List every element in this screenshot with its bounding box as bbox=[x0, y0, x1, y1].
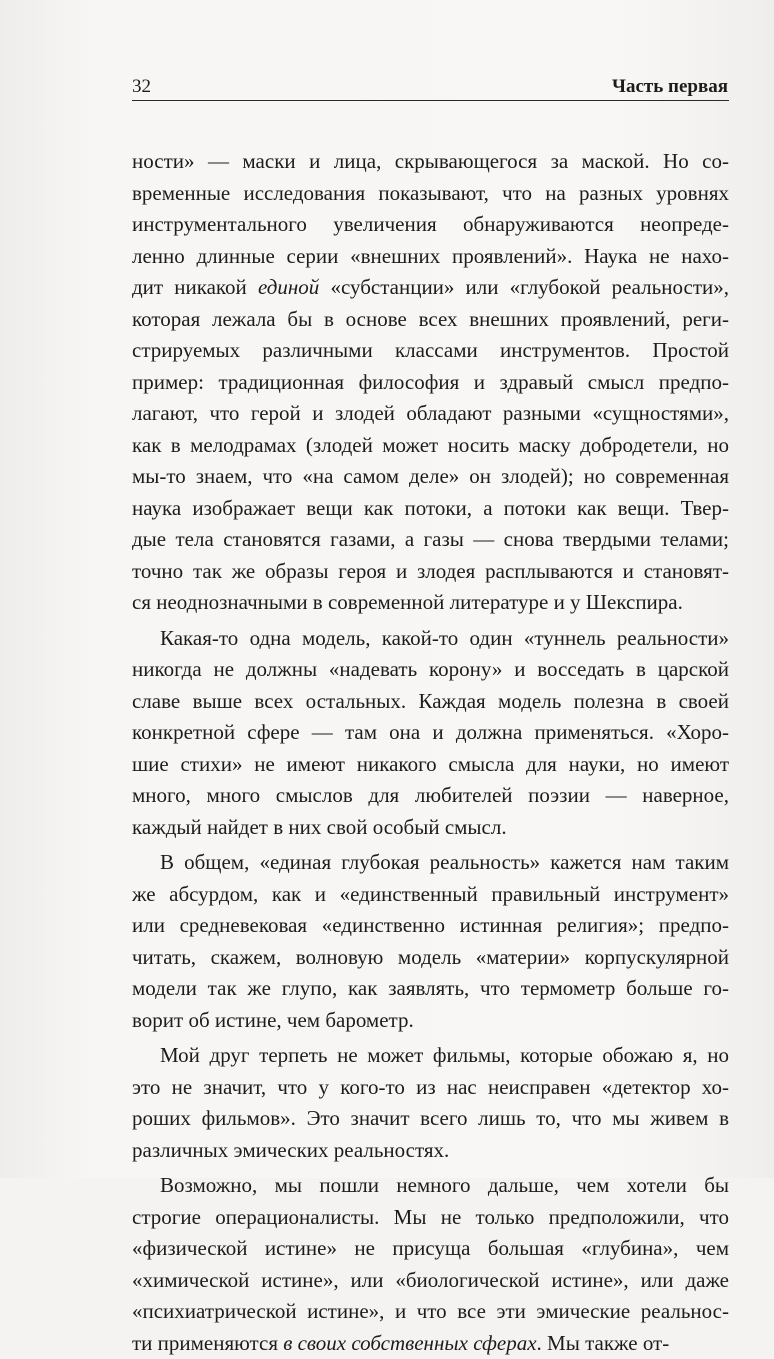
text-line: как в мелодрамах (злодей может носить маску добродетели, но bbox=[132, 430, 729, 462]
text-segment: «субстанции» или «глубокой реальности», bbox=[319, 275, 729, 299]
text-line: Возможно, мы пошли немного дальше, чем хотели бы bbox=[132, 1170, 729, 1202]
text-line: Какая-то одна модель, какой-то один «туннель реальности» bbox=[132, 623, 729, 655]
text-line: же абсурдом, как и «единственный правильный инструмент» bbox=[132, 879, 729, 911]
text-line: шие стихи» не имеют никакого смысла для науки, но имеют bbox=[132, 749, 729, 781]
text-line: ся неоднозначными в современной литературе и у Шекспира. bbox=[132, 587, 729, 619]
text-segment: ти применяются bbox=[132, 1331, 283, 1355]
text-line: мы-то знаем, что «на самом деле» он злодей); но современная bbox=[132, 461, 729, 493]
text-segment: . Мы также от- bbox=[537, 1331, 670, 1355]
text-line: «химической истине», или «биологической истине», или даже bbox=[132, 1265, 729, 1297]
text-line: каждый найдет в них свой особый смысл. bbox=[132, 812, 729, 844]
paragraph bbox=[132, 1170, 729, 1359]
text-line: инструментального увеличения обнаруживаются неопреде- bbox=[132, 209, 729, 241]
text-line: различных эмических реальностях. bbox=[132, 1135, 729, 1167]
text-line: ворит об истине, чем барометр. bbox=[132, 1005, 729, 1037]
paragraph bbox=[132, 847, 729, 1036]
text-line: лагают, что герой и злодей обладают разными «сущностями», bbox=[132, 398, 729, 430]
text-line: модели так же глупо, как заявлять, что термометр больше го- bbox=[132, 973, 729, 1005]
paragraph bbox=[132, 146, 729, 619]
text-line: ленно длинные серии «внешних проявлений». Наука не нахо- bbox=[132, 241, 729, 273]
text-line: пример: традиционная философия и здравый смысл предпо- bbox=[132, 367, 729, 399]
paragraph bbox=[132, 1040, 729, 1166]
text-line: никогда не должны «надевать корону» и восседать в царской bbox=[132, 654, 729, 686]
text-line: которая лежала бы в основе всех внешних проявлений, реги- bbox=[132, 304, 729, 336]
text-line: или средневековая «единственно истинная религия»; предпо- bbox=[132, 910, 729, 942]
text-line: временные исследования показывают, что на разных уровнях bbox=[132, 178, 729, 210]
text-line: много, много смыслов для любителей поэзии — наверное, bbox=[132, 780, 729, 812]
text-line: дые тела становятся газами, а газы — снова твердыми телами; bbox=[132, 524, 729, 556]
running-head: Часть первая bbox=[612, 74, 728, 100]
header-rule bbox=[132, 100, 729, 101]
italic-text: единой bbox=[258, 275, 319, 299]
text-line: ности» — маски и лица, скрывающегося за маской. Но со- bbox=[132, 146, 729, 178]
italic-text: в своих собственных сферах bbox=[283, 1331, 536, 1355]
text-line: славе выше всех остальных. Каждая модель полезна в своей bbox=[132, 686, 729, 718]
text-line: «психиатрической истине», и что все эти эмические реальнос- bbox=[132, 1296, 729, 1328]
text-line: конкретной сфере — там она и должна применяться. «Хоро- bbox=[132, 717, 729, 749]
text-line: строгие операционалисты. Мы не только предположили, что bbox=[132, 1202, 729, 1234]
text-line: стрируемых различными классами инструментов. Простой bbox=[132, 335, 729, 367]
text-line: наука изображает вещи как потоки, а потоки как вещи. Твер- bbox=[132, 493, 729, 525]
text-line: «физической истине» не присуща большая «глубина», чем bbox=[132, 1233, 729, 1265]
text-line: роших фильмов». Это значит всего лишь то, что мы живем в bbox=[132, 1103, 729, 1135]
page-header bbox=[132, 74, 728, 100]
text-line: это не значит, что у кого-то из нас неисправен «детектор хо- bbox=[132, 1072, 729, 1104]
text-segment: дит никакой bbox=[132, 275, 258, 299]
text-line bbox=[132, 1328, 729, 1359]
page-number: 32 bbox=[132, 74, 151, 100]
text-line: точно так же образы героя и злодея расплываются и становят- bbox=[132, 556, 729, 588]
text-line: В общем, «единая глубокая реальность» кажется нам таким bbox=[132, 847, 729, 879]
text-line: Мой друг терпеть не может фильмы, которые обожаю я, но bbox=[132, 1040, 729, 1072]
paragraph bbox=[132, 623, 729, 844]
text-line: читать, скажем, волновую модель «материи» корпускулярной bbox=[132, 942, 729, 974]
body-text bbox=[132, 146, 729, 1359]
text-line bbox=[132, 272, 729, 304]
